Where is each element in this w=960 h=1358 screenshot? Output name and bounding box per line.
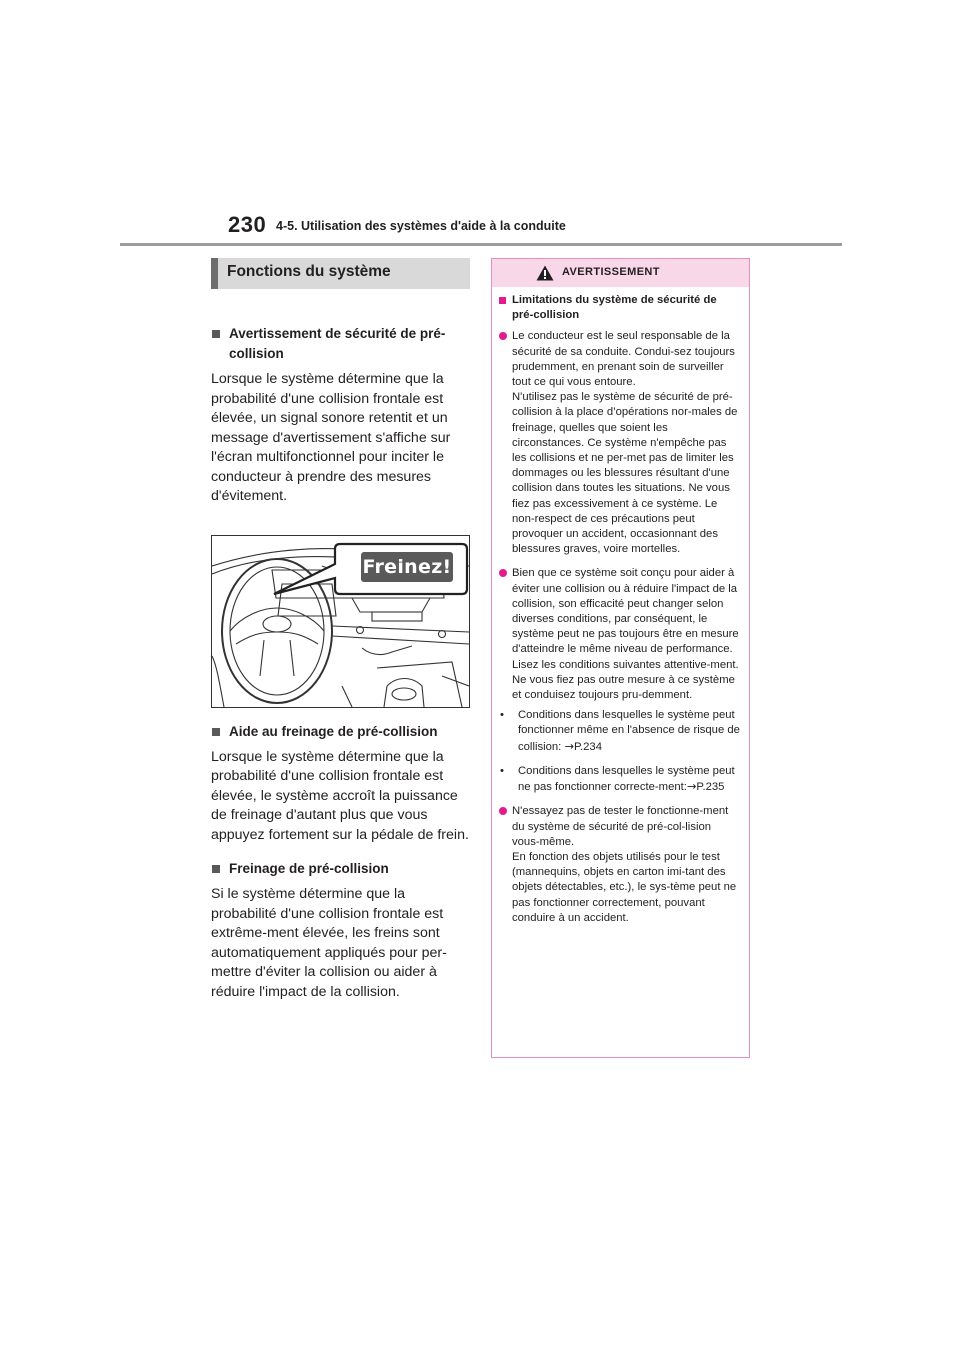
- warning-text: N'essayez pas de tester le fonctionne-ment du système de sécurité de pré-col-lision vous-même.: [512, 805, 729, 848]
- warning-subitem: [499, 764, 741, 795]
- arrow-right-icon: →: [564, 739, 574, 753]
- warning-heading-text: Limitations du système de sécurité de pré-collision: [512, 294, 717, 322]
- subheading-text: Freinage de pré-collision: [229, 861, 389, 876]
- chapter-title: 4-5. Utilisation des systèmes d'aide à la conduite: [276, 219, 566, 233]
- warning-text: Bien que ce système soit conçu pour aider à éviter une collision ou à réduire l'impact de la collision, son efficacité peut changer selon diverses conditions, par conséquent, le système peut ne pas toujours être en mesure d'atteindre le même niveau de performance.: [512, 567, 739, 656]
- subheading-precollision-warning: [211, 324, 470, 364]
- warning-item: [499, 566, 741, 703]
- circle-bullet-icon: [499, 807, 507, 815]
- circle-bullet-icon: [499, 569, 507, 577]
- warning-header: [492, 259, 749, 287]
- square-bullet-icon: [499, 297, 506, 304]
- square-bullet-icon: [212, 330, 220, 338]
- dot-bullet: •: [500, 709, 504, 722]
- dot-bullet: •: [500, 764, 504, 777]
- circle-bullet-icon: [499, 332, 507, 340]
- dashboard-illustration: [211, 535, 470, 708]
- left-column: [211, 258, 470, 1002]
- section-heading: Fonctions du système: [211, 258, 470, 289]
- page-number: 230: [228, 212, 267, 237]
- warning-text: Lisez les conditions suivantes attentive-ment. Ne vous fiez pas outre mesure à ce système et conduisez toujours pru-demment.: [512, 658, 739, 702]
- square-bullet-icon: [212, 728, 220, 736]
- paragraph-warning: Lorsque le système détermine que la probabilité d'une collision frontale est élevée, un signal sonore retentit et un message d'avertissement s'affiche sur l'écran multifonctionnel pour inciter le conducteur à prendre des mesures d'évitement.: [211, 371, 451, 504]
- page-reference-link[interactable]: P.235: [696, 781, 725, 794]
- warning-text: Le conducteur est le seul responsable de la sécurité de sa conduite. Condui-sez toujours prudemment, en prenant soin de surveiller tout ce qui vous entoure.: [512, 330, 735, 389]
- arrow-right-icon: →: [686, 780, 697, 794]
- warning-triangle-icon: [536, 265, 554, 281]
- square-bullet-icon: [212, 865, 220, 873]
- warning-subitem: [499, 708, 741, 755]
- subheading-brake-assist: [211, 722, 470, 742]
- header-rule: [120, 243, 842, 246]
- warning-box: [491, 258, 750, 1058]
- warning-text: Conditions dans lesquelles le système peut fonctionner même en l'absence de risque de collision:: [518, 709, 740, 753]
- warning-text: Conditions dans lesquelles le système peut ne pas fonctionner correcte-ment:: [518, 764, 735, 794]
- warning-content: [492, 287, 749, 926]
- warning-text: En fonction des objets utilisés pour le test (mannequins, objets en carton imi-tant des objets détectables, etc.), le sys-tème peut ne pas fonctionner correctement, pouvant conduire à un accident.: [512, 850, 737, 924]
- subheading-text: Aide au freinage de pré-collision: [229, 723, 438, 739]
- paragraph-brake-assist: Lorsque le système détermine que la probabilité d'une collision frontale est élevée, le système accroît la puissance de freinage d'autant plus que vous appuyez fortement sur la pédale de frein.: [211, 748, 469, 843]
- warning-text: N'utilisez pas le système de sécurité de pré-collision à la place d’opérations nor-males de freinage, quelles que soient les circonstances. Ce système n'empêche pas les collisions et ne per-met pas de limiter les dommages ou les blessures résultant d'une collision dans toutes les situations. Ne vous fiez pas excessivement à ce système. Le non-respect de ces précautions peut provoquer un accident, occasionnant des blessures graves, voire mortelles.: [512, 391, 738, 556]
- page-reference-link[interactable]: P.234: [573, 740, 603, 753]
- warning-item: [499, 804, 741, 926]
- warning-title: AVERTISSEMENT: [562, 266, 660, 278]
- warning-heading: [499, 293, 741, 323]
- freinez-message: Freinez!: [361, 552, 453, 582]
- paragraph-braking: Si le système détermine que la probabilité d'une collision frontale est extrême-ment élevée, les freins sont automatiquement appliqués pour per-mettre d'éviter la collision ou aider à réduire l'impact de la collision.: [211, 886, 447, 1000]
- warning-item: [499, 329, 741, 557]
- subheading-precollision-braking: [211, 859, 470, 879]
- subheading-text: Avertissement de sécurité de pré-collision: [229, 326, 446, 361]
